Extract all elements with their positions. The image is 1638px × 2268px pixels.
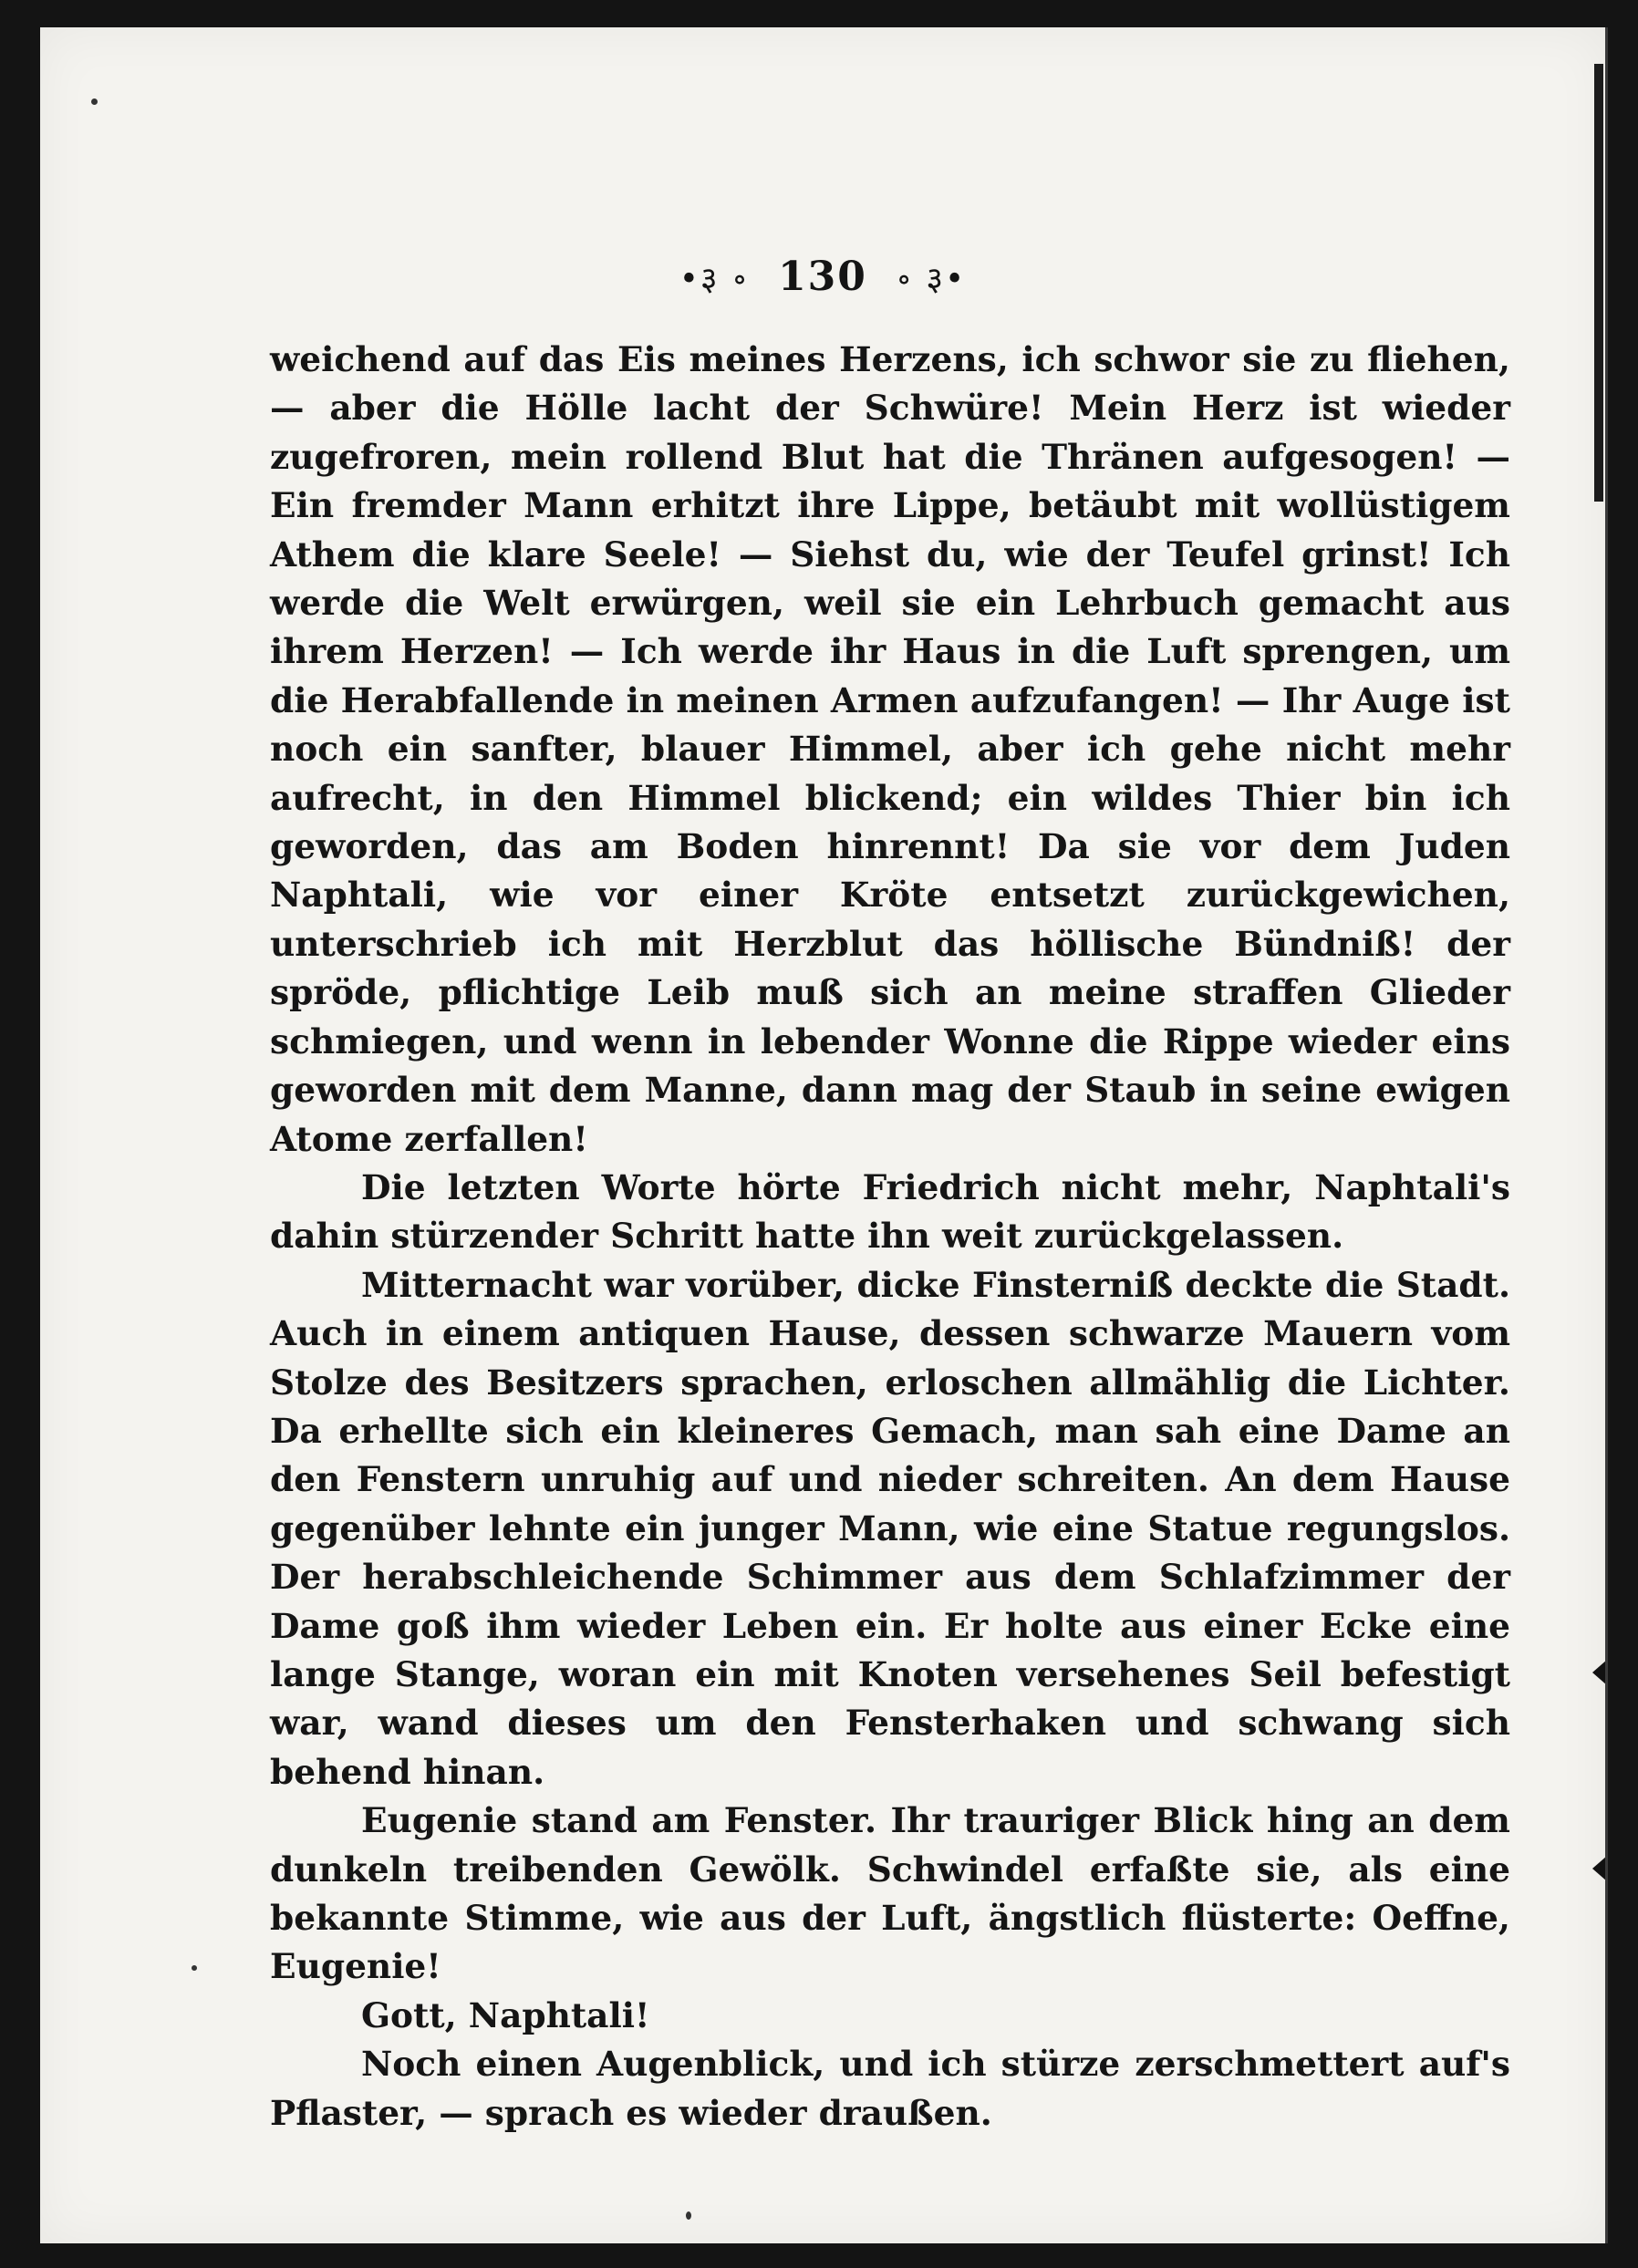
paragraph-4: Eugenie stand am Fenster. Ihr trauriger Blick hing an dem dunkeln treibenden Gewölk. Schwindel erfaßte sie, als eine bekannte Stimme, wie aus der Luft, ängstlich flüsterte: Oeffne, Eugenie! [270,1800,1510,1987]
ornament-left-icon: •३ ∘ [679,261,750,298]
paragraph-2: Die letzten Worte hörte Friedrich nicht mehr, Naphtali's dahin stürzender Schritt hatte ihn weit zurückgelassen. [270,1166,1510,1257]
dust-speck [91,98,98,105]
margin-marker-icon [1592,1660,1607,1685]
body-text [270,336,1510,2138]
paragraph-6: Noch einen Augenblick, und ich stürze zerschmettert auf's Pflaster, — sprach es wieder draußen. [270,2044,1510,2133]
paragraph-3: Mitternacht war vorüber, dicke Finsterniß deckte die Stadt. Auch in einem antiquen Hause, dessen schwarze Mauern vom Stolze des Besitzers sprachen, erloschen allmählig die Lichter. Da erhellte sich ein kleineres Gemach, man sah eine Dame an den Fenstern unruhig auf und nieder schreiten. An dem Hause gegenüber lehnte ein junger Mann, wie eine Statue regungslos. Der herabschleichende Schimmer aus dem Schlafzimmer der Dame goß ihm wieder Leben ein. Er holte aus einer Ecke eine lange Stange, woran ein mit Knoten versehenes Seil befestigt war, wand dieses um den Fensterhaken und schwang sich behend hinan. [270,1264,1510,1792]
margin-marker-icon [1592,1856,1607,1881]
dust-speck [192,1965,197,1971]
page-header [40,254,1605,300]
ornament-right-icon: ∘ ३• [896,261,967,298]
book-page [40,27,1608,2243]
paragraph-5: Gott, Naphtali! [361,1994,650,2035]
paragraph-1: weichend auf das Eis meines Herzens, ich schwor sie zu fliehen, — aber die Hölle lacht der Schwüre! Mein Herz ist wieder zugefroren, mein rollend Blut hat die Thränen aufgesogen! — Ein fremder Mann erhitzt ihre Lippe, betäubt mit wollüstigem Athem die klare Seele! — Siehst du, wie der Teufel grinst! Ich werde die Welt erwürgen, weil sie ein Lehrbuch gemacht aus ihrem Herzen! — Ich werde ihr Haus in die Luft sprengen, um die Herabfallende in meinen Armen aufzufangen! — Ihr Auge ist noch ein sanfter, blauer Himmel, aber ich gehe nicht mehr aufrecht, in den Himmel blickend; ein wildes Thier bin ich geworden, das am Boden hinrennt! Da sie vor dem Juden Naphtali, wie vor einer Kröte entsetzt zurückgewichen, unterschrieb ich mit Herzblut das höllische Bündniß! der spröde, pflichtige Leib muß sich an meine straffen Glieder schmiegen, und wenn in lebender Wonne die Rippe wieder eins geworden mit dem Manne, dann mag der Staub in seine ewigen Atome zerfallen! [270,339,1510,1159]
page-number: 130 [778,254,867,300]
dust-speck [686,2211,691,2220]
